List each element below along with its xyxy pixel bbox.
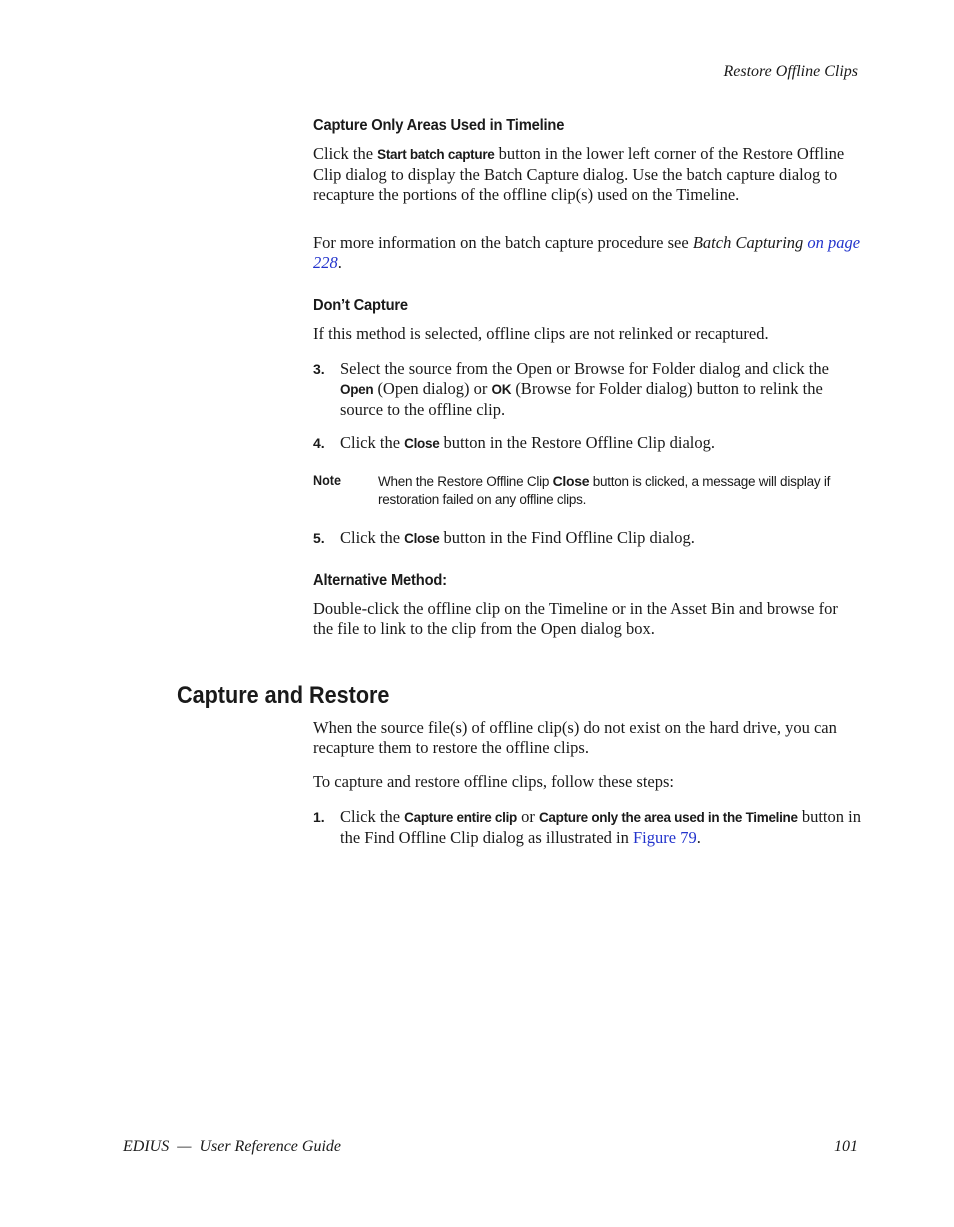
step-5: [313, 528, 861, 549]
running-header: Restore Offline Clips: [723, 63, 858, 80]
text: Select the source from the Open or Browse for Folder dialog and click the: [340, 359, 829, 378]
text: (Open dialog) or: [373, 379, 492, 398]
text: Click the: [340, 528, 405, 547]
paragraph-alternative-method: Double-click the offline clip on the Timeline or in the Asset Bin and browse for the file to link to the clip from the Open dialog box.: [313, 599, 838, 638]
step-text: [340, 528, 861, 549]
text: .: [696, 828, 701, 847]
command-close: Close: [552, 473, 590, 489]
section-heading-capture-and-restore: Capture and Restore: [177, 682, 390, 709]
step-1: [313, 807, 861, 848]
text: button in the Find Offline Clip dialog as illustrated in: [340, 807, 861, 847]
step-number: 1.: [313, 809, 325, 825]
text: (Browse for Folder dialog) button to relink the source to the offline clip.: [340, 379, 823, 419]
command-capture-area-timeline: Capture only the area used in the Timeline: [538, 810, 798, 825]
paragraph-source-files: When the source file(s) of offline clip(s) do not exist on the hard drive, you can recapture them to restore the offline clips.: [313, 718, 837, 757]
note-text: [378, 472, 861, 509]
section-heading-capture-only-areas: Capture Only Areas Used in Timeline: [313, 117, 565, 134]
step-number: 3.: [313, 361, 325, 377]
step-text: [340, 359, 861, 420]
page-number: 101: [834, 1138, 858, 1155]
step-text: [340, 807, 861, 848]
step-4: [313, 433, 861, 454]
note-label: Note: [313, 472, 342, 488]
command-start-batch-capture: Start batch capture: [377, 147, 495, 162]
step-3: [313, 359, 861, 420]
text: button in the Restore Offline Clip dialog.: [439, 433, 715, 452]
text: button in the lower left corner of the Restore Offline Clip dialog to display the Batch Capture dialog. Use the batch capture dialog to recapture the portions of the offline clip(s) used on the Timeline.: [313, 144, 845, 204]
footer-guide-title: EDIUS — User Reference Guide: [123, 1138, 342, 1155]
xref-title: Batch Capturing: [692, 233, 808, 252]
text: Click the: [340, 807, 405, 826]
step-text: [340, 433, 861, 454]
text: .: [337, 253, 342, 272]
step-number: 4.: [313, 435, 325, 451]
text: When the Restore Offline Clip: [378, 474, 553, 489]
note-block: [313, 472, 861, 509]
text: button in the Find Offline Clip dialog.: [439, 528, 695, 547]
paragraph-more-info: [313, 233, 861, 273]
paragraph-steps-intro: To capture and restore offline clips, follow these steps:: [313, 772, 674, 791]
text: For more information on the batch capture procedure see: [313, 233, 693, 252]
command-ok: OK: [491, 382, 512, 397]
text: button is clicked, a message will display if restoration failed on any offline clips.: [378, 474, 831, 507]
figure-link[interactable]: Figure 79: [633, 828, 697, 847]
section-heading-dont-capture: Don’t Capture: [313, 297, 408, 314]
paragraph-start-batch-capture: [313, 144, 861, 205]
command-close: Close: [404, 436, 440, 451]
command-open: Open: [340, 382, 374, 397]
command-close: Close: [404, 531, 440, 546]
step-number: 5.: [313, 530, 325, 546]
paragraph-dont-capture: If this method is selected, offline clips are not relinked or recaptured.: [313, 324, 769, 343]
text: Click the: [313, 144, 378, 163]
text: or: [516, 807, 539, 826]
section-heading-alternative-method: Alternative Method:: [313, 572, 447, 589]
page-link[interactable]: on page 228: [313, 233, 861, 272]
command-capture-entire-clip: Capture entire clip: [404, 810, 517, 825]
text: Click the: [340, 433, 405, 452]
